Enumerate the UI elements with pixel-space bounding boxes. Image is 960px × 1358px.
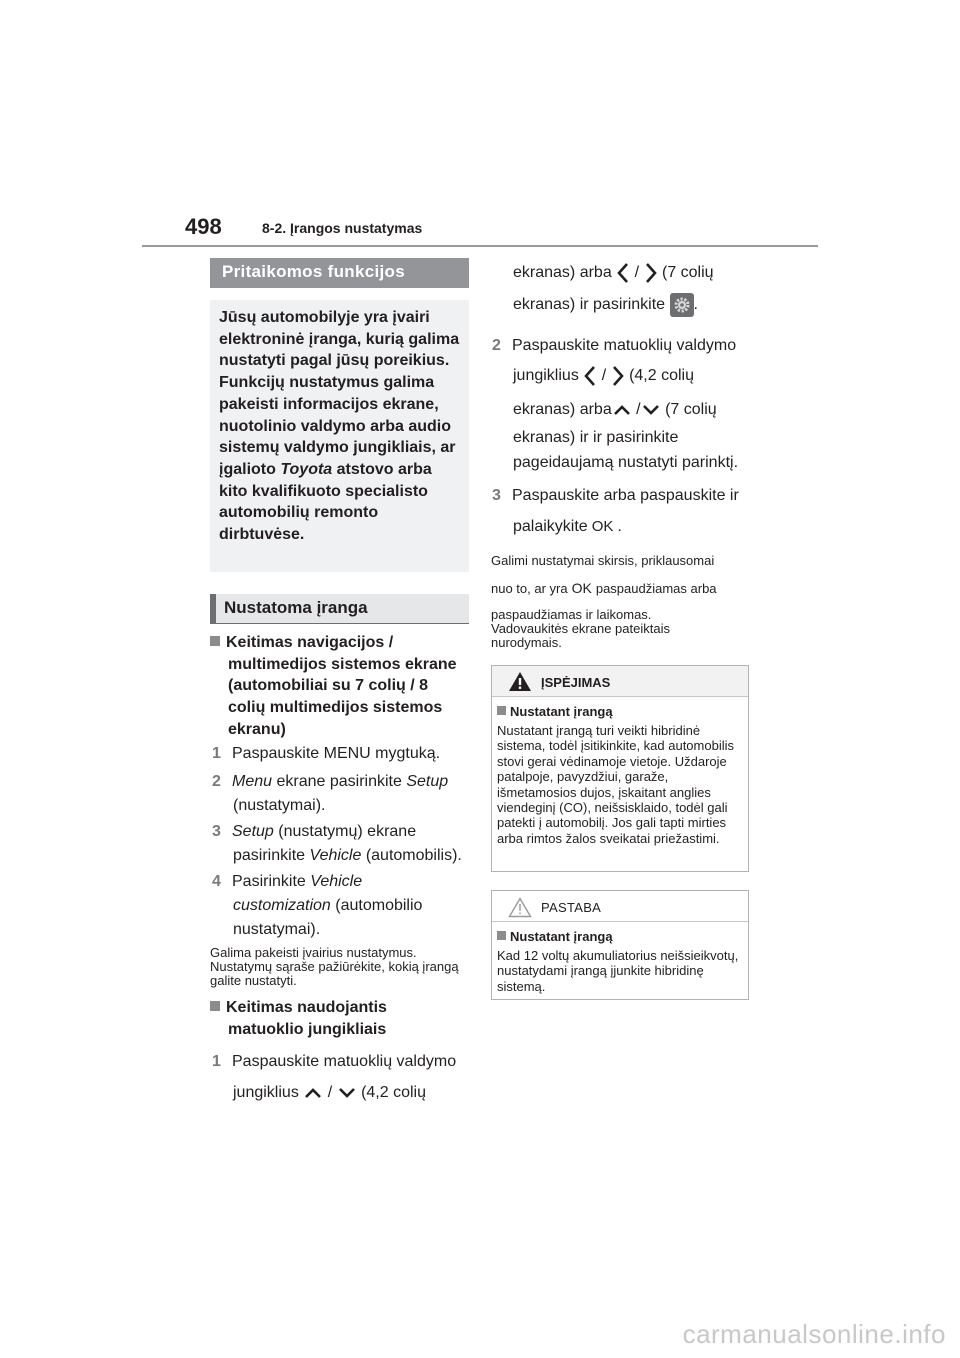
step-2-meter-line5: pageidaujamą nustatyti parinktį. — [513, 454, 739, 471]
step-2-meter-line3 — [513, 398, 773, 422]
gear-icon — [670, 293, 694, 317]
header-rule — [142, 245, 818, 247]
intro-text-b: atstovo arba kito kvalifikuoto specialisto automobilių remonto dirbtuvėse. — [219, 460, 432, 544]
step-1-meter-cont2 — [513, 261, 773, 285]
step-text: Paspauskite matuoklių valdymo — [512, 337, 737, 354]
square-bullet-icon — [210, 1001, 220, 1011]
intro-text-a: Jūsų automobilyje yra įvairi elektroninė įranga, kurią galima nustatyti pagal jūsų poreikius. Funkcijų nustatymus galima pakeisti informacijos ekrane, nuotolinio valdymo arba audio sistemų valdymo jungikliais, ar įgalioto — [219, 309, 460, 478]
slash-separator: / — [327, 1084, 333, 1101]
step-1-menu — [212, 742, 472, 766]
notice-title: PASTABA — [541, 900, 602, 915]
note-text: nuo to, ar yra — [491, 581, 568, 596]
step-text: (automobilis). — [361, 847, 462, 864]
section-heading-meter-switches — [210, 997, 469, 1040]
step-text: ekranas) arba — [513, 401, 612, 418]
menu-term: Menu — [232, 773, 273, 790]
step-text: . — [617, 518, 622, 535]
step-4-customization — [212, 870, 472, 942]
step-text-cont — [212, 844, 472, 868]
setup-term: Setup — [406, 773, 449, 790]
subheading-settable-equipment: Nustatoma įranga — [210, 594, 469, 624]
square-bullet-icon — [497, 931, 506, 940]
notice-subheading-text: Nustatant įrangą — [510, 929, 613, 944]
step-text-cont: (nustatymai). — [233, 797, 326, 814]
chevron-down-icon — [641, 403, 661, 417]
step-text: Paspauskite arba paspauskite ir — [512, 487, 739, 504]
step-3-vehicle — [212, 820, 472, 868]
warning-header — [492, 666, 748, 697]
brand-name: Toyota — [280, 460, 333, 478]
step-text: Paspauskite matuoklių valdymo — [232, 1053, 457, 1070]
chevron-up-icon — [303, 1086, 323, 1100]
section2-title-line1: Keitimas naudojantis — [226, 999, 387, 1016]
step-text: (7 colių — [661, 264, 714, 281]
step-number: 4 — [212, 873, 221, 890]
step-2-meter-line2 — [513, 364, 773, 388]
step-text: . — [693, 296, 698, 314]
slash-separator: / — [636, 401, 641, 418]
step-3-meter-line2 — [513, 515, 773, 539]
step-number: 2 — [492, 337, 501, 354]
section1-title-rest: multimedijos sistemos ekrane (automobiliai su 7 colių / 8 colių multimedijos sistemos ekranu) — [228, 655, 457, 738]
slash-separator: / — [634, 264, 640, 281]
setup-term: Setup — [232, 823, 274, 840]
note-text: paspaudžiamas arba — [595, 581, 717, 596]
step-number: 3 — [212, 823, 221, 840]
square-bullet-icon — [210, 636, 220, 646]
step-text: (4,2 colių — [361, 1084, 426, 1101]
warning-text: Nustatant įrangą turi veikti hibridinė sistema, todėl įsitikinkite, kad automobilis stovi gerai vėdinamoje vietoje. Uždaroje patalpoje, pavyzdžiui, garaže, išmetamosios dujos, įskaitant anglies viendeginį (CO), neišsisklaido, todėl gali patekti į automobilį. Jos gali tapti mirties arba rimtos žalos sveikatai priežastimi. — [497, 723, 734, 846]
customization-term: customization — [233, 897, 331, 914]
step-number: 2 — [212, 773, 221, 790]
step-text: jungiklius — [513, 367, 579, 384]
ok-button-glyph: OK — [571, 580, 592, 596]
step-text: Paspauskite MENU mygtuką. — [232, 745, 441, 762]
step-text: (automobilio — [330, 897, 423, 914]
notice-header — [492, 891, 748, 922]
step-3-meter — [492, 484, 762, 508]
ok-button-glyph: OK — [591, 518, 614, 535]
step-1-meter-cont — [233, 1081, 493, 1105]
step-1-meter-cont3 — [513, 293, 773, 317]
chevron-left-icon — [583, 365, 597, 387]
caution-outline-icon — [508, 897, 532, 918]
step-text: (nustatymų) ekrane — [273, 823, 417, 840]
step-text: jungiklius — [233, 1084, 299, 1101]
note-available-settings: Galimi nustatymai skirsis, priklausomai — [491, 553, 715, 568]
chevron-right-icon — [611, 365, 625, 387]
step-text: pasirinkite — [233, 847, 310, 864]
square-bullet-icon — [497, 706, 506, 715]
step-number: 3 — [492, 487, 501, 504]
note-settings-list: Galima pakeisti įvairius nustatymus. Nustatymų sąraše pažiūrėkite, kokią įrangą galite nustatyti. — [210, 945, 459, 988]
warning-subheading-text: Nustatant įrangą — [510, 704, 613, 719]
step-2-setup — [212, 770, 472, 818]
notice-box — [491, 890, 749, 1000]
step-2-meter — [492, 334, 762, 358]
warning-box — [491, 665, 749, 872]
notice-text: Kad 12 voltų akumuliatorius neišsieikvotų, nustatydami įrangą įjunkite hibridinę sistemą. — [497, 948, 739, 994]
step-text: (4,2 colių — [629, 367, 694, 384]
slash-separator: / — [601, 367, 607, 384]
section-title: 8-2. Įrangos nustatymas — [262, 220, 423, 236]
chevron-down-icon — [337, 1086, 357, 1100]
intro-text — [219, 307, 464, 546]
step-number: 1 — [212, 1053, 221, 1070]
page-number: 498 — [185, 214, 222, 239]
section2-title-line2: matuoklio jungikliais — [228, 1020, 387, 1038]
note-available-settings-l3: paspaudžiamas ir laikomas. Vadovaukitės ekrane pateiktais nurodymais. — [491, 607, 670, 650]
vehicle-term: Vehicle — [309, 847, 362, 864]
section1-title-line1: Keitimas navigacijos / — [226, 634, 394, 651]
step-text: (7 colių — [665, 401, 717, 418]
step-text: ekrane pasirinkite — [272, 773, 407, 790]
chevron-up-icon — [612, 403, 632, 417]
step-number: 1 — [212, 745, 221, 762]
step-text: ekranas) ir pasirinkite — [513, 296, 666, 314]
step-1-meter — [212, 1050, 482, 1074]
step-text-cont: nustatymai). — [233, 921, 321, 938]
notice-subheading — [497, 929, 748, 944]
step-text: palaikykite — [513, 518, 588, 535]
chevron-right-icon — [644, 262, 658, 284]
heading-customizable-features: Pritaikomos funkcijos — [210, 258, 469, 288]
step-text-cont — [212, 894, 472, 918]
watermark: carmanualsonline.info — [682, 1319, 946, 1349]
chevron-left-icon — [616, 262, 630, 284]
step-2-meter-line4: ekranas) ir ir pasirinkite — [513, 429, 679, 446]
warning-subheading — [497, 704, 748, 719]
warning-icon — [508, 671, 532, 692]
note-available-settings-l2 — [491, 581, 751, 596]
vehicle-term: Vehicle — [310, 873, 363, 890]
step-text: Pasirinkite — [232, 873, 311, 890]
warning-title: ĮSPĖJIMAS — [541, 675, 611, 690]
section-heading-navigation — [210, 632, 469, 741]
step-text: ekranas) arba — [513, 264, 612, 281]
